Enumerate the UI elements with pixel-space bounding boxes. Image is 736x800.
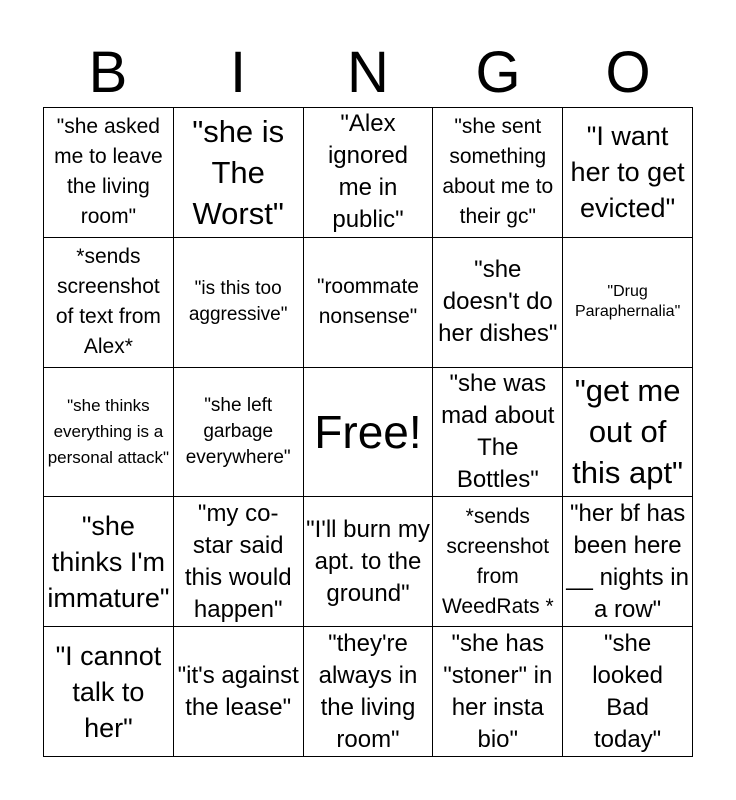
bingo-cell[interactable] [174,627,304,757]
cell-text: "my co-star said this would happen" [184,499,292,623]
cell-text: "she asked me to leave the living room" [54,115,163,229]
cell-text: "she thinks I'm immature" [47,510,170,613]
cell-text: "she has "stoner" in her insta bio" [443,629,553,753]
bingo-cell[interactable] [174,368,304,498]
bingo-cell[interactable] [44,497,174,627]
bingo-cell[interactable] [433,497,563,627]
free-space[interactable] [304,368,434,498]
cell-text: "I'll burn my apt. to the ground" [306,515,430,607]
bingo-cell[interactable] [563,497,693,627]
cell-text: *sends screenshot of text from Alex* [55,245,161,359]
bingo-cell[interactable] [44,368,174,498]
bingo-cell[interactable] [304,627,434,757]
bingo-cell[interactable] [433,627,563,757]
bingo-cell[interactable] [174,497,304,627]
cell-text: "roommate nonsense" [316,275,419,329]
cell-text: "she thinks everything is a personal attack" [47,395,170,467]
cell-text: "she is The Worst" [192,113,285,231]
cell-text: *sends screenshot from WeedRats * [441,504,554,618]
cell-text: "I cannot talk to her" [55,640,162,743]
bingo-cell[interactable] [433,238,563,368]
cell-text: "she left garbage everywhere" [185,394,291,468]
bingo-cell[interactable] [44,108,174,238]
header-letter-g: G [475,40,521,105]
cell-text: "they're always in the living room" [318,629,418,753]
header-letter-o: O [605,40,651,105]
cell-text: "she sent something about me to their gc" [442,115,554,229]
bingo-cell[interactable] [433,368,563,498]
bingo-cell[interactable] [304,238,434,368]
bingo-cell[interactable] [174,108,304,238]
bingo-cell[interactable] [433,108,563,238]
bingo-cell[interactable] [304,497,434,627]
cell-text: "I want her to get evicted" [570,121,685,224]
bingo-cell[interactable] [563,368,693,498]
bingo-cell[interactable] [174,238,304,368]
free-text: Free! [314,405,422,458]
cell-text: "it's against the lease" [177,661,299,721]
bingo-grid [43,107,693,757]
cell-text: "is this too aggressive" [188,278,288,326]
cell-text: "Drug Paraphernalia" [574,283,681,321]
cell-text: "her bf has been here __ nights in a row" [566,499,689,623]
bingo-header [43,40,693,106]
header-letter-i: I [229,40,247,105]
cell-text: "get me out of this apt" [572,373,684,491]
bingo-cell[interactable] [563,108,693,238]
bingo-cell[interactable] [304,108,434,238]
cell-text: "she was mad about The Bottles" [441,370,555,493]
header-letter-b: B [88,40,128,105]
bingo-cell[interactable] [563,627,693,757]
bingo-cell[interactable] [44,238,174,368]
bingo-cell[interactable] [44,627,174,757]
cell-text: "she doesn't do her dishes" [438,256,558,348]
header-letter-n: N [347,40,389,105]
cell-text: "Alex ignored me in public" [327,110,409,234]
bingo-cell[interactable] [563,238,693,368]
cell-text: "she looked Bad today" [592,629,663,753]
